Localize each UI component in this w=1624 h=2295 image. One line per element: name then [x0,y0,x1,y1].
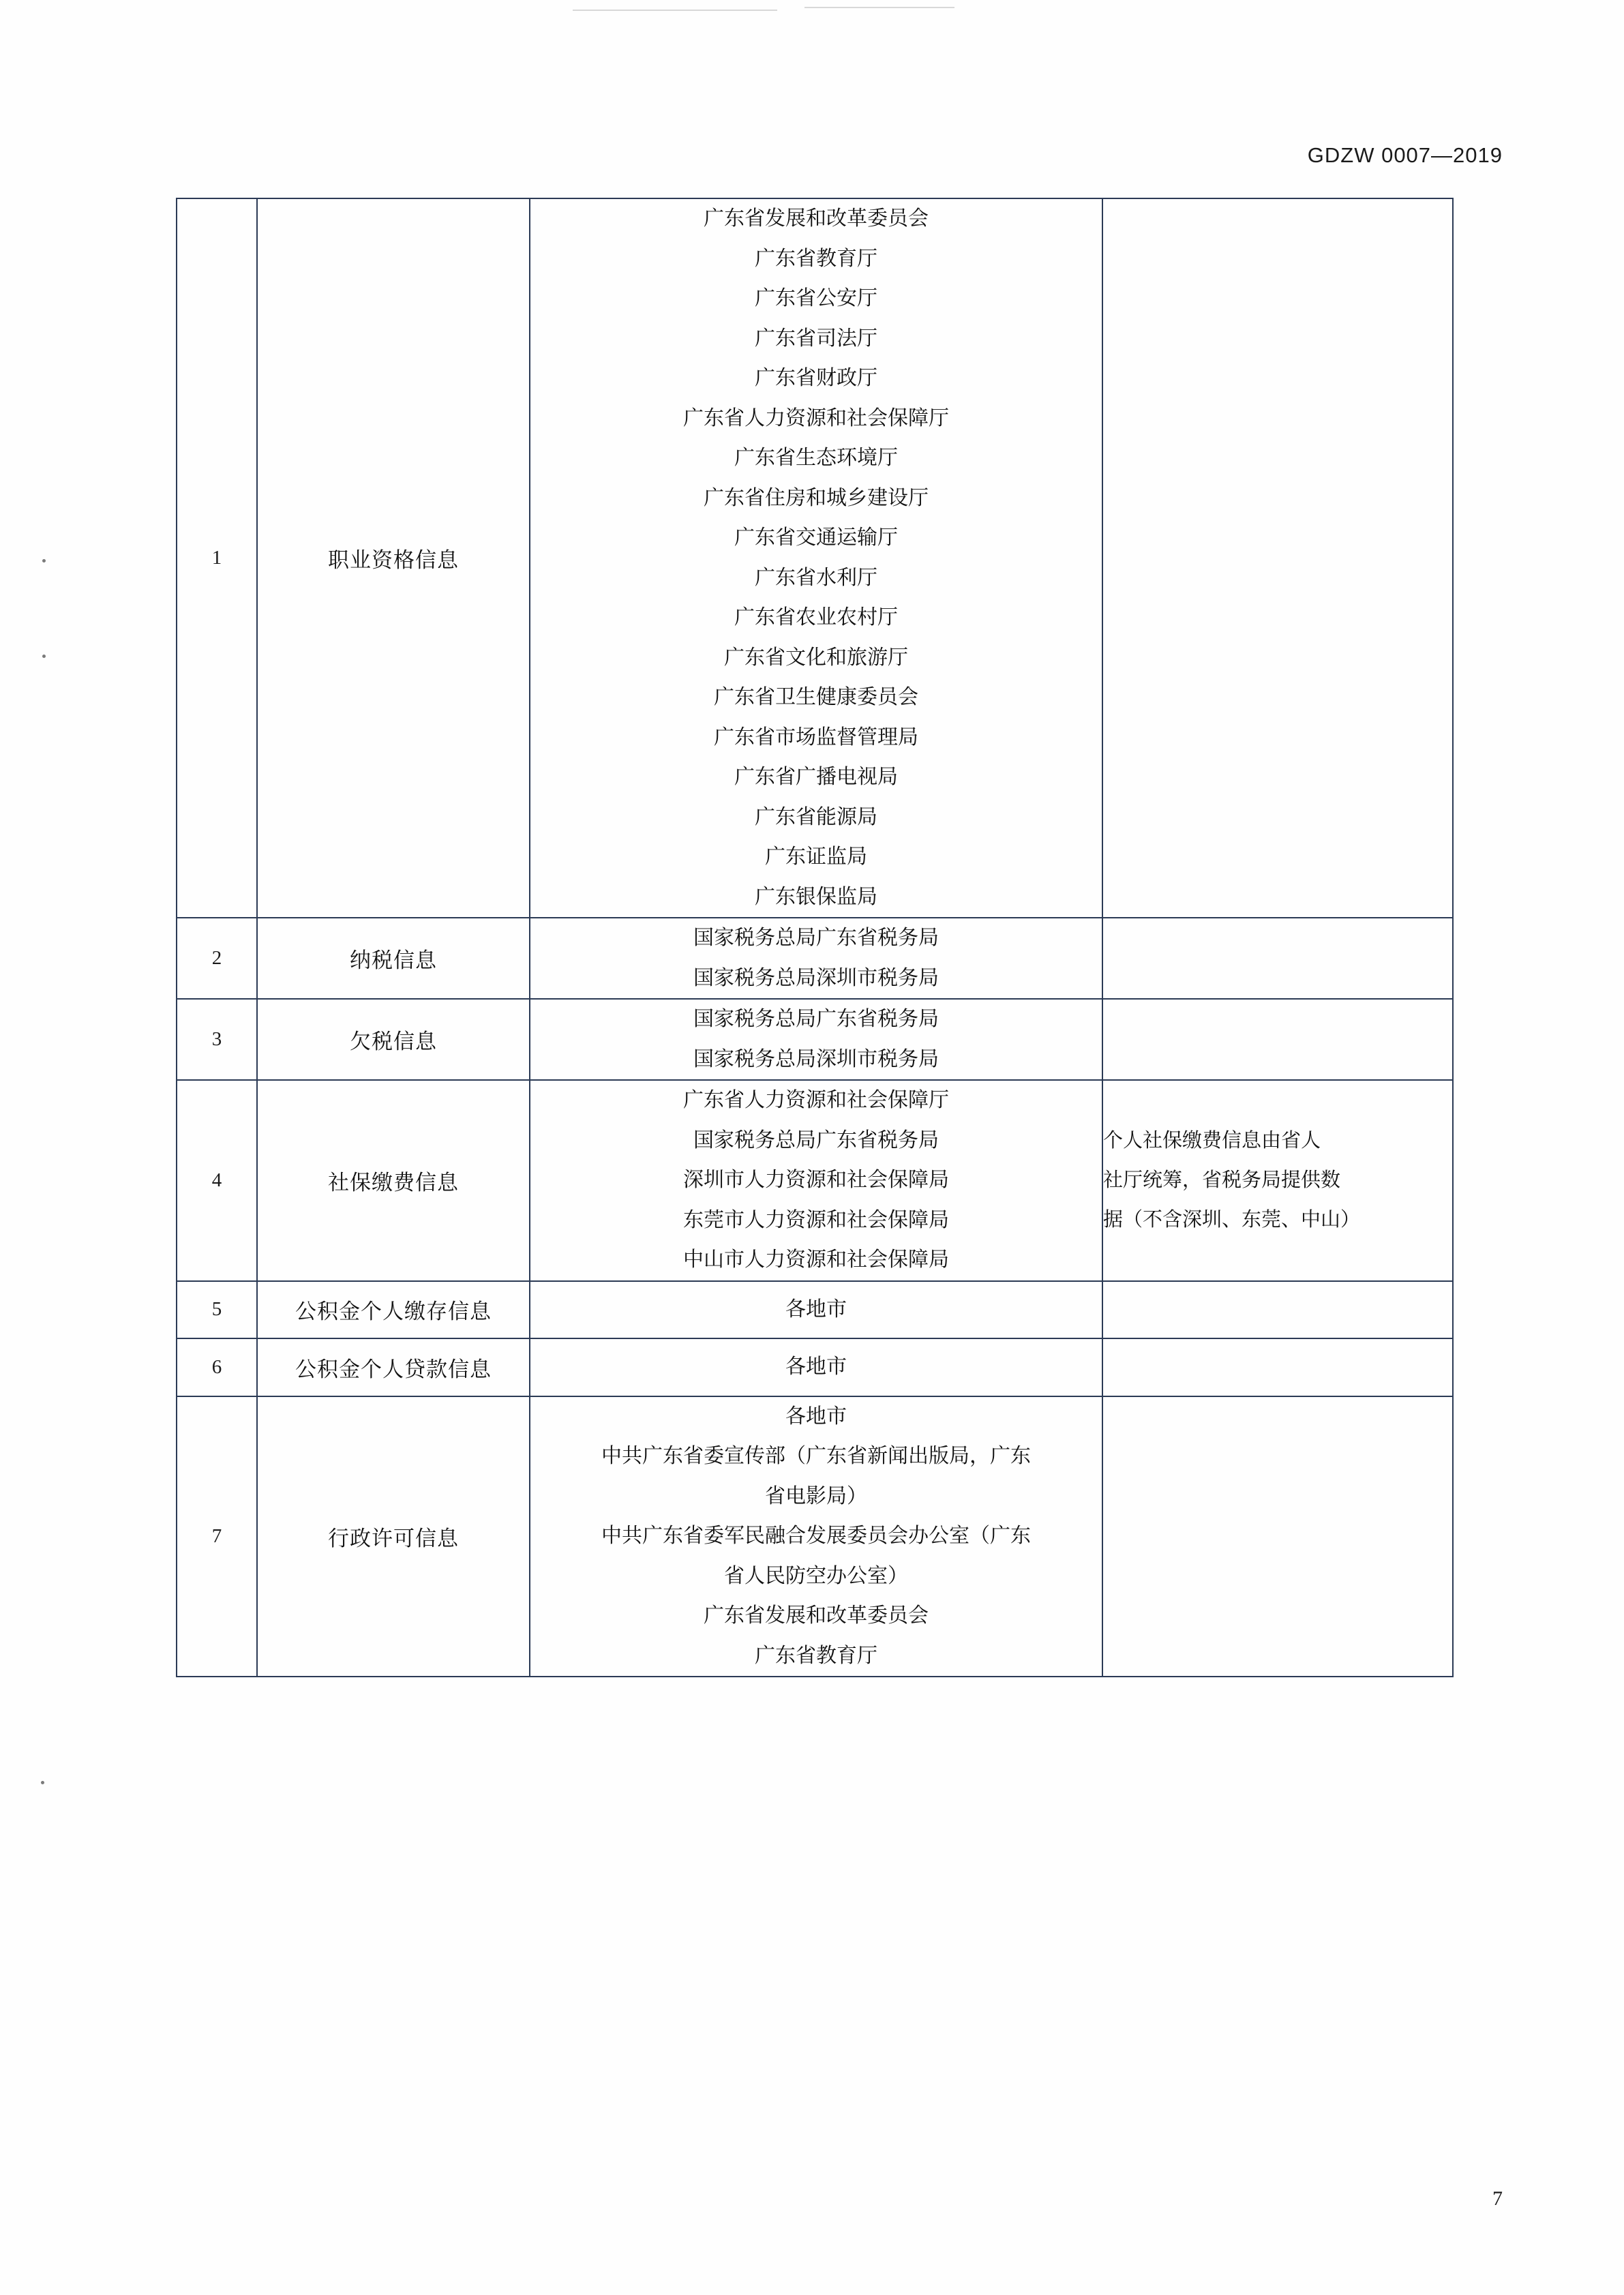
row-sources [530,1338,1102,1396]
row-info-name: 公积金个人贷款信息 [257,1338,530,1396]
row-info-name: 社保缴费信息 [257,1080,530,1281]
source-line: 国家税务总局广东省税务局 [693,927,939,949]
row-info-name: 欠税信息 [257,999,530,1080]
table-row [177,1396,1453,1677]
row-sources [530,198,1102,918]
source-line: 国家税务总局深圳市税务局 [693,966,939,989]
row-info-name: 公积金个人缴存信息 [257,1281,530,1339]
data-source-table [176,198,1454,1677]
source-line: 省电影局） [765,1484,867,1508]
source-line: 广东省住房和城乡建设厅 [704,486,929,509]
source-line: 广东省市场监督管理局 [714,725,918,749]
row-number: 5 [177,1281,257,1339]
source-line: 国家税务总局广东省税务局 [693,1008,939,1030]
source-line: 各地市 [785,1355,847,1378]
row-sources [530,999,1102,1080]
row-info-name: 行政许可信息 [257,1396,530,1677]
row-note [1102,198,1453,918]
source-line: 中共广东省委宣传部（广东省新闻出版局，广东 [601,1445,1031,1467]
data-source-table-wrapper [176,198,1452,1677]
source-line: 深圳市人力资源和社会保障局 [683,1169,949,1191]
row-sources [530,918,1102,999]
source-line: 国家税务总局广东省税务局 [693,1128,939,1152]
row-note [1102,1080,1453,1281]
row-note [1102,918,1453,999]
row-number: 6 [177,1338,257,1396]
source-line: 广东省公安厅 [755,287,877,310]
table-body [177,198,1453,1677]
note-line: 社厅统筹，省税务局提供数 [1103,1169,1341,1192]
source-line: 中共广东省委军民融合发展委员会办公室（广东 [601,1525,1031,1547]
scan-speck [42,559,46,562]
table-row [177,999,1453,1080]
scan-speck [41,1781,44,1784]
row-note [1102,1338,1453,1396]
row-info-name: 纳税信息 [257,918,530,999]
source-line: 广东省司法厅 [755,327,877,350]
source-line: 广东省生态环境厅 [734,447,898,469]
table-row [177,1281,1453,1339]
row-note [1102,1281,1453,1339]
source-line: 广东省文化和旅游厅 [724,646,908,669]
scan-speck [42,655,46,658]
row-note [1102,1396,1453,1677]
source-line: 广东省教育厅 [755,247,877,270]
row-number: 2 [177,918,257,999]
page-number: 7 [1492,2187,1503,2210]
page-header-code: GDZW 0007—2019 [1307,143,1503,167]
row-sources [530,1080,1102,1281]
source-line: 广东银保监局 [755,885,877,908]
source-line: 广东省财政厅 [755,367,877,389]
source-line: 国家税务总局深圳市税务局 [693,1047,939,1070]
source-line: 各地市 [785,1298,847,1321]
source-line: 广东省能源局 [755,805,877,828]
source-line: 广东省交通运输厅 [734,526,898,549]
note-line: 据（不含深圳、东莞、中山） [1103,1209,1361,1231]
table-row [177,918,1453,999]
source-line: 各地市 [785,1405,847,1428]
source-line: 广东省农业农村厅 [734,606,898,629]
row-number: 4 [177,1080,257,1281]
source-line: 东莞市人力资源和社会保障局 [683,1208,949,1231]
note-line: 个人社保缴费信息由省人 [1103,1130,1321,1152]
row-number: 1 [177,198,257,918]
scan-artifact-line [805,7,954,8]
row-info-name: 职业资格信息 [257,198,530,918]
source-line: 广东省广播电视局 [734,766,898,788]
source-line: 广东省发展和改革委员会 [704,207,929,230]
table-row [177,198,1453,918]
source-line: 广东省发展和改革委员会 [704,1604,929,1627]
row-sources [530,1396,1102,1677]
scan-artifact-line [573,10,777,11]
source-line: 广东省水利厅 [755,566,877,589]
source-line: 广东省人力资源和社会保障厅 [683,1089,949,1111]
row-sources [530,1281,1102,1339]
row-number: 3 [177,999,257,1080]
table-row [177,1338,1453,1396]
source-line: 广东证监局 [765,845,867,868]
row-number: 7 [177,1396,257,1677]
source-line: 广东省人力资源和社会保障厅 [683,406,949,430]
source-line: 中山市人力资源和社会保障局 [683,1248,949,1271]
source-line: 广东省教育厅 [755,1644,877,1667]
table-row [177,1080,1453,1281]
row-note [1102,999,1453,1080]
source-line: 省人民防空办公室） [724,1564,908,1587]
source-line: 广东省卫生健康委员会 [714,686,918,708]
